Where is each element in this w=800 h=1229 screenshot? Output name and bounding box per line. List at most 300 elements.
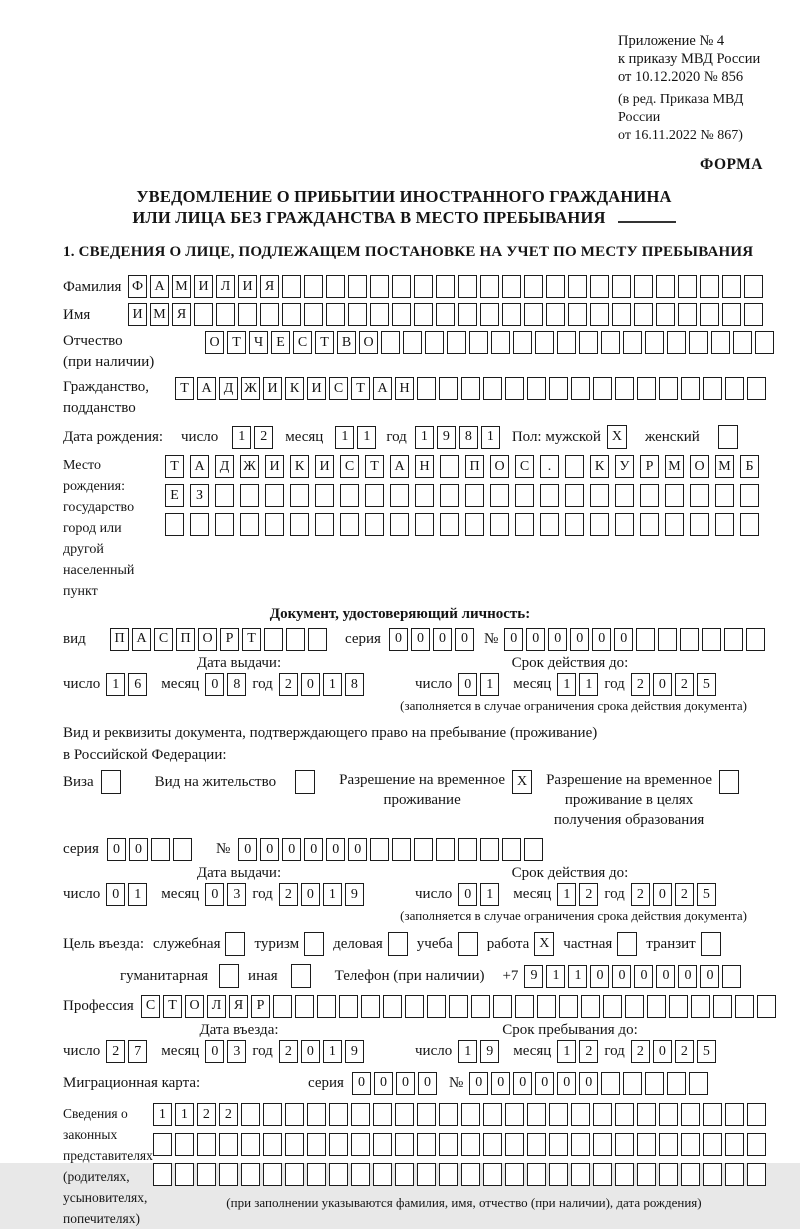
char-cell[interactable] [480, 275, 499, 298]
char-cell[interactable]: 2 [631, 673, 650, 696]
char-cell[interactable] [665, 484, 684, 507]
char-cell[interactable] [295, 995, 314, 1018]
char-cell[interactable] [669, 995, 688, 1018]
temp-residence-checkbox[interactable]: X [512, 770, 532, 794]
char-cell[interactable] [690, 513, 709, 536]
char-cell[interactable]: О [205, 331, 224, 354]
char-cell[interactable] [351, 1103, 370, 1126]
char-cell[interactable]: Л [207, 995, 226, 1018]
char-cell[interactable] [153, 1163, 172, 1186]
char-cell[interactable] [458, 303, 477, 326]
char-cell[interactable]: 1 [557, 1040, 576, 1063]
char-cell[interactable] [680, 628, 699, 651]
char-cell[interactable] [667, 331, 686, 354]
char-cell[interactable]: Н [395, 377, 414, 400]
char-cell[interactable] [744, 275, 763, 298]
char-cell[interactable]: 1 [480, 673, 499, 696]
char-cell[interactable] [527, 1133, 546, 1156]
char-cell[interactable]: А [373, 377, 392, 400]
char-cell[interactable] [505, 377, 524, 400]
sex-female-checkbox[interactable] [718, 425, 738, 449]
char-cell[interactable] [537, 995, 556, 1018]
char-cell[interactable] [571, 377, 590, 400]
char-cell[interactable] [415, 513, 434, 536]
char-cell[interactable]: 0 [570, 628, 589, 651]
char-cell[interactable]: 2 [675, 1040, 694, 1063]
char-cell[interactable]: 2 [219, 1103, 238, 1126]
char-cell[interactable]: К [285, 377, 304, 400]
char-cell[interactable]: 1 [415, 426, 434, 449]
char-cell[interactable] [238, 303, 257, 326]
char-cell[interactable] [449, 995, 468, 1018]
char-cell[interactable] [565, 484, 584, 507]
char-cell[interactable] [439, 1163, 458, 1186]
char-cell[interactable]: 1 [153, 1103, 172, 1126]
char-cell[interactable]: 0 [504, 628, 523, 651]
char-cell[interactable] [461, 377, 480, 400]
char-cell[interactable] [656, 275, 675, 298]
char-cell[interactable] [715, 484, 734, 507]
char-cell[interactable] [623, 331, 642, 354]
char-cell[interactable]: Ж [240, 455, 259, 478]
char-cell[interactable]: 9 [345, 883, 364, 906]
char-cell[interactable]: С [340, 455, 359, 478]
char-cell[interactable] [490, 484, 509, 507]
char-cell[interactable] [151, 838, 170, 861]
char-cell[interactable]: 0 [129, 838, 148, 861]
char-cell[interactable] [329, 1163, 348, 1186]
char-cell[interactable] [263, 1103, 282, 1126]
char-cell[interactable] [689, 1072, 708, 1095]
char-cell[interactable] [461, 1163, 480, 1186]
char-cell[interactable] [329, 1133, 348, 1156]
char-cell[interactable]: 0 [548, 628, 567, 651]
char-cell[interactable]: Я [260, 275, 279, 298]
char-cell[interactable] [540, 513, 559, 536]
char-cell[interactable] [307, 1103, 326, 1126]
char-cell[interactable] [659, 1163, 678, 1186]
char-cell[interactable] [615, 1103, 634, 1126]
char-cell[interactable] [403, 331, 422, 354]
char-cell[interactable]: 0 [592, 628, 611, 651]
char-cell[interactable] [392, 838, 411, 861]
char-cell[interactable] [546, 275, 565, 298]
char-cell[interactable] [524, 838, 543, 861]
char-cell[interactable] [637, 1163, 656, 1186]
char-cell[interactable] [340, 484, 359, 507]
char-cell[interactable] [615, 377, 634, 400]
char-cell[interactable] [493, 995, 512, 1018]
char-cell[interactable]: 2 [197, 1103, 216, 1126]
char-cell[interactable] [215, 484, 234, 507]
char-cell[interactable] [571, 1103, 590, 1126]
char-cell[interactable]: 0 [526, 628, 545, 651]
char-cell[interactable] [615, 1133, 634, 1156]
char-cell[interactable]: Т [365, 455, 384, 478]
char-cell[interactable] [740, 513, 759, 536]
char-cell[interactable]: И [194, 275, 213, 298]
char-cell[interactable] [373, 1163, 392, 1186]
char-cell[interactable] [722, 275, 741, 298]
char-cell[interactable]: 0 [653, 673, 672, 696]
char-cell[interactable] [165, 513, 184, 536]
char-cell[interactable] [571, 1133, 590, 1156]
char-cell[interactable] [667, 1072, 686, 1095]
char-cell[interactable] [665, 513, 684, 536]
char-cell[interactable]: 2 [675, 673, 694, 696]
char-cell[interactable]: 0 [205, 883, 224, 906]
char-cell[interactable]: 2 [675, 883, 694, 906]
char-cell[interactable] [392, 303, 411, 326]
char-cell[interactable] [515, 484, 534, 507]
char-cell[interactable]: 0 [301, 1040, 320, 1063]
char-cell[interactable] [304, 303, 323, 326]
purpose-official-checkbox[interactable] [225, 932, 245, 956]
char-cell[interactable]: 1 [557, 673, 576, 696]
char-cell[interactable] [285, 1103, 304, 1126]
char-cell[interactable] [483, 1103, 502, 1126]
char-cell[interactable]: П [176, 628, 195, 651]
char-cell[interactable] [395, 1133, 414, 1156]
char-cell[interactable]: П [465, 455, 484, 478]
char-cell[interactable]: К [290, 455, 309, 478]
char-cell[interactable]: 1 [546, 965, 565, 988]
char-cell[interactable] [197, 1163, 216, 1186]
char-cell[interactable]: 0 [590, 965, 609, 988]
char-cell[interactable] [571, 1163, 590, 1186]
char-cell[interactable]: 0 [106, 883, 125, 906]
char-cell[interactable] [390, 513, 409, 536]
char-cell[interactable] [634, 275, 653, 298]
char-cell[interactable] [725, 377, 744, 400]
char-cell[interactable]: А [190, 455, 209, 478]
char-cell[interactable] [447, 331, 466, 354]
char-cell[interactable]: С [154, 628, 173, 651]
char-cell[interactable]: 0 [491, 1072, 510, 1095]
char-cell[interactable] [491, 331, 510, 354]
char-cell[interactable]: Т [175, 377, 194, 400]
char-cell[interactable]: С [329, 377, 348, 400]
char-cell[interactable]: М [172, 275, 191, 298]
char-cell[interactable]: 2 [631, 883, 650, 906]
char-cell[interactable] [681, 377, 700, 400]
char-cell[interactable] [307, 1163, 326, 1186]
char-cell[interactable] [747, 1133, 766, 1156]
char-cell[interactable]: 0 [205, 673, 224, 696]
char-cell[interactable]: 1 [128, 883, 147, 906]
char-cell[interactable] [681, 1133, 700, 1156]
char-cell[interactable]: 5 [697, 883, 716, 906]
char-cell[interactable] [286, 628, 305, 651]
char-cell[interactable]: 0 [557, 1072, 576, 1095]
char-cell[interactable]: 0 [238, 838, 257, 861]
purpose-business-checkbox[interactable] [388, 932, 408, 956]
char-cell[interactable] [215, 513, 234, 536]
char-cell[interactable]: 1 [106, 673, 125, 696]
char-cell[interactable] [702, 628, 721, 651]
char-cell[interactable]: М [665, 455, 684, 478]
char-cell[interactable]: 0 [282, 838, 301, 861]
char-cell[interactable]: 7 [128, 1040, 147, 1063]
char-cell[interactable]: Т [315, 331, 334, 354]
char-cell[interactable]: 0 [411, 628, 430, 651]
char-cell[interactable] [425, 331, 444, 354]
char-cell[interactable] [565, 513, 584, 536]
char-cell[interactable] [308, 628, 327, 651]
char-cell[interactable]: О [359, 331, 378, 354]
char-cell[interactable]: 0 [458, 883, 477, 906]
char-cell[interactable]: 1 [323, 1040, 342, 1063]
char-cell[interactable]: С [293, 331, 312, 354]
char-cell[interactable] [197, 1133, 216, 1156]
char-cell[interactable]: 1 [323, 883, 342, 906]
char-cell[interactable] [658, 628, 677, 651]
char-cell[interactable] [581, 995, 600, 1018]
char-cell[interactable] [681, 1163, 700, 1186]
char-cell[interactable] [593, 1103, 612, 1126]
char-cell[interactable] [392, 275, 411, 298]
char-cell[interactable] [549, 1133, 568, 1156]
char-cell[interactable] [414, 275, 433, 298]
char-cell[interactable] [515, 995, 534, 1018]
char-cell[interactable] [173, 838, 192, 861]
char-cell[interactable] [439, 377, 458, 400]
char-cell[interactable] [678, 275, 697, 298]
char-cell[interactable]: 8 [345, 673, 364, 696]
char-cell[interactable] [593, 377, 612, 400]
char-cell[interactable] [724, 628, 743, 651]
char-cell[interactable]: Т [351, 377, 370, 400]
char-cell[interactable] [637, 377, 656, 400]
char-cell[interactable] [461, 1133, 480, 1156]
char-cell[interactable]: Р [220, 628, 239, 651]
residence-permit-checkbox[interactable] [295, 770, 315, 794]
char-cell[interactable] [502, 275, 521, 298]
char-cell[interactable] [601, 1072, 620, 1095]
char-cell[interactable]: 0 [304, 838, 323, 861]
char-cell[interactable]: Т [163, 995, 182, 1018]
char-cell[interactable]: 0 [656, 965, 675, 988]
char-cell[interactable] [490, 513, 509, 536]
char-cell[interactable] [713, 995, 732, 1018]
char-cell[interactable]: 8 [459, 426, 478, 449]
char-cell[interactable] [351, 1133, 370, 1156]
char-cell[interactable] [436, 838, 455, 861]
char-cell[interactable]: 1 [357, 426, 376, 449]
char-cell[interactable] [568, 303, 587, 326]
char-cell[interactable] [483, 377, 502, 400]
char-cell[interactable] [549, 1163, 568, 1186]
char-cell[interactable] [241, 1103, 260, 1126]
char-cell[interactable] [263, 1163, 282, 1186]
char-cell[interactable]: А [132, 628, 151, 651]
char-cell[interactable] [414, 303, 433, 326]
char-cell[interactable]: 0 [579, 1072, 598, 1095]
char-cell[interactable]: 0 [326, 838, 345, 861]
char-cell[interactable] [615, 484, 634, 507]
char-cell[interactable]: 2 [254, 426, 273, 449]
char-cell[interactable]: 0 [700, 965, 719, 988]
char-cell[interactable] [427, 995, 446, 1018]
char-cell[interactable] [515, 513, 534, 536]
char-cell[interactable] [240, 513, 259, 536]
char-cell[interactable] [593, 1133, 612, 1156]
char-cell[interactable] [265, 484, 284, 507]
char-cell[interactable]: 0 [535, 1072, 554, 1095]
char-cell[interactable]: 0 [653, 1040, 672, 1063]
char-cell[interactable] [351, 1163, 370, 1186]
char-cell[interactable] [703, 1103, 722, 1126]
char-cell[interactable]: Т [165, 455, 184, 478]
char-cell[interactable]: 2 [106, 1040, 125, 1063]
char-cell[interactable] [505, 1133, 524, 1156]
char-cell[interactable]: 0 [614, 628, 633, 651]
char-cell[interactable]: Л [216, 275, 235, 298]
char-cell[interactable] [260, 303, 279, 326]
char-cell[interactable] [370, 275, 389, 298]
char-cell[interactable]: 0 [513, 1072, 532, 1095]
char-cell[interactable]: Б [740, 455, 759, 478]
char-cell[interactable] [216, 303, 235, 326]
char-cell[interactable] [436, 275, 455, 298]
char-cell[interactable]: 1 [335, 426, 354, 449]
char-cell[interactable] [483, 1163, 502, 1186]
char-cell[interactable]: К [590, 455, 609, 478]
char-cell[interactable] [315, 513, 334, 536]
char-cell[interactable] [480, 303, 499, 326]
char-cell[interactable]: Р [251, 995, 270, 1018]
char-cell[interactable]: 0 [455, 628, 474, 651]
char-cell[interactable] [361, 995, 380, 1018]
char-cell[interactable] [264, 628, 283, 651]
char-cell[interactable]: И [263, 377, 282, 400]
char-cell[interactable]: И [315, 455, 334, 478]
char-cell[interactable] [640, 513, 659, 536]
char-cell[interactable] [417, 1133, 436, 1156]
char-cell[interactable] [645, 1072, 664, 1095]
char-cell[interactable] [505, 1163, 524, 1186]
purpose-private-checkbox[interactable] [617, 932, 637, 956]
char-cell[interactable] [640, 484, 659, 507]
char-cell[interactable] [546, 303, 565, 326]
char-cell[interactable]: 0 [653, 883, 672, 906]
char-cell[interactable] [557, 331, 576, 354]
char-cell[interactable] [623, 1072, 642, 1095]
char-cell[interactable] [524, 303, 543, 326]
char-cell[interactable] [678, 303, 697, 326]
char-cell[interactable] [757, 995, 776, 1018]
sex-male-checkbox[interactable]: X [607, 425, 627, 449]
char-cell[interactable] [340, 513, 359, 536]
char-cell[interactable] [747, 1103, 766, 1126]
char-cell[interactable] [153, 1133, 172, 1156]
char-cell[interactable]: Ж [241, 377, 260, 400]
char-cell[interactable]: 1 [232, 426, 251, 449]
char-cell[interactable]: 1 [323, 673, 342, 696]
char-cell[interactable]: Т [242, 628, 261, 651]
char-cell[interactable] [612, 303, 631, 326]
char-cell[interactable] [175, 1133, 194, 1156]
char-cell[interactable] [436, 303, 455, 326]
char-cell[interactable] [414, 838, 433, 861]
char-cell[interactable]: С [515, 455, 534, 478]
char-cell[interactable] [348, 303, 367, 326]
char-cell[interactable] [348, 275, 367, 298]
char-cell[interactable] [502, 838, 521, 861]
char-cell[interactable] [370, 303, 389, 326]
char-cell[interactable]: 2 [279, 1040, 298, 1063]
char-cell[interactable]: 0 [433, 628, 452, 651]
char-cell[interactable] [471, 995, 490, 1018]
purpose-tourism-checkbox[interactable] [304, 932, 324, 956]
char-cell[interactable] [381, 331, 400, 354]
char-cell[interactable] [689, 331, 708, 354]
char-cell[interactable] [190, 513, 209, 536]
char-cell[interactable] [659, 377, 678, 400]
char-cell[interactable] [326, 303, 345, 326]
char-cell[interactable] [458, 275, 477, 298]
char-cell[interactable]: М [150, 303, 169, 326]
char-cell[interactable] [722, 303, 741, 326]
char-cell[interactable] [439, 1133, 458, 1156]
char-cell[interactable] [373, 1133, 392, 1156]
char-cell[interactable]: 2 [579, 883, 598, 906]
char-cell[interactable] [317, 995, 336, 1018]
char-cell[interactable] [480, 838, 499, 861]
char-cell[interactable] [461, 1103, 480, 1126]
char-cell[interactable]: 5 [697, 1040, 716, 1063]
char-cell[interactable] [439, 1103, 458, 1126]
char-cell[interactable]: Д [219, 377, 238, 400]
char-cell[interactable]: 5 [697, 673, 716, 696]
char-cell[interactable]: 0 [107, 838, 126, 861]
char-cell[interactable]: 0 [678, 965, 697, 988]
char-cell[interactable]: Е [165, 484, 184, 507]
purpose-study-checkbox[interactable] [458, 932, 478, 956]
char-cell[interactable]: И [307, 377, 326, 400]
char-cell[interactable]: 0 [396, 1072, 415, 1095]
char-cell[interactable] [700, 275, 719, 298]
char-cell[interactable]: 0 [634, 965, 653, 988]
char-cell[interactable] [637, 1103, 656, 1126]
char-cell[interactable] [273, 995, 292, 1018]
char-cell[interactable] [440, 513, 459, 536]
purpose-transit-checkbox[interactable] [701, 932, 721, 956]
char-cell[interactable]: А [197, 377, 216, 400]
char-cell[interactable] [290, 513, 309, 536]
char-cell[interactable] [690, 484, 709, 507]
char-cell[interactable] [637, 1133, 656, 1156]
char-cell[interactable] [395, 1163, 414, 1186]
char-cell[interactable] [647, 995, 666, 1018]
temp-residence-education-checkbox[interactable] [719, 770, 739, 794]
char-cell[interactable]: Я [229, 995, 248, 1018]
char-cell[interactable] [458, 838, 477, 861]
char-cell[interactable] [579, 331, 598, 354]
char-cell[interactable] [735, 995, 754, 1018]
char-cell[interactable] [549, 1103, 568, 1126]
char-cell[interactable]: Ф [128, 275, 147, 298]
char-cell[interactable]: О [185, 995, 204, 1018]
char-cell[interactable]: П [110, 628, 129, 651]
char-cell[interactable] [659, 1133, 678, 1156]
char-cell[interactable] [634, 303, 653, 326]
char-cell[interactable] [241, 1133, 260, 1156]
char-cell[interactable]: Н [415, 455, 434, 478]
char-cell[interactable] [527, 1163, 546, 1186]
char-cell[interactable] [415, 484, 434, 507]
char-cell[interactable]: 0 [469, 1072, 488, 1095]
